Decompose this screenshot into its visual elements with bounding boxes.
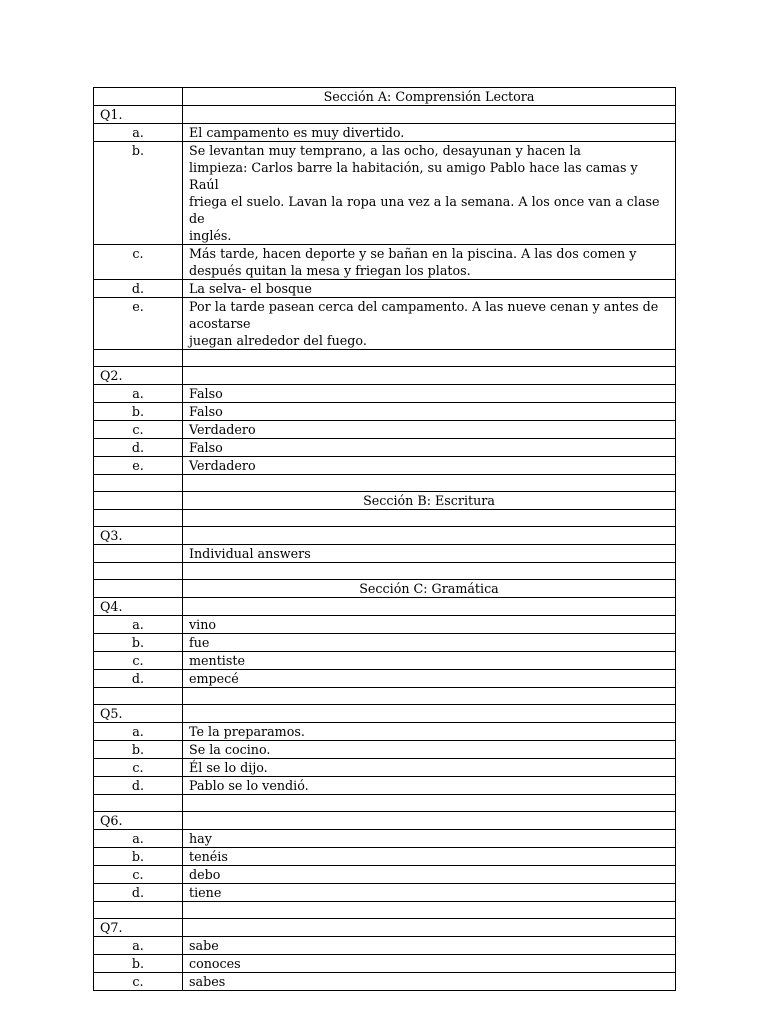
- answer-text: conoces: [183, 955, 676, 973]
- answer-row: [94, 884, 676, 902]
- answer-row: [94, 439, 676, 457]
- answer-text: [183, 598, 676, 616]
- answer-text: [183, 350, 676, 367]
- answer-text: sabe: [183, 937, 676, 955]
- item-letter: [94, 795, 183, 812]
- answer-row: [94, 741, 676, 759]
- item-letter: b.: [94, 142, 183, 245]
- answer-row: [94, 670, 676, 688]
- answer-text-line: inglés.: [189, 228, 232, 243]
- answer-row: [94, 403, 676, 421]
- answer-row: [94, 142, 676, 245]
- answer-row: [94, 723, 676, 741]
- answer-text: [183, 298, 676, 350]
- question-number: Q3.: [94, 527, 183, 545]
- answer-text: Individual answers: [183, 545, 676, 563]
- item-letter: [94, 88, 183, 106]
- answer-text: Pablo se lo vendió.: [183, 777, 676, 795]
- answer-row: [94, 421, 676, 439]
- question-number: Q4.: [94, 598, 183, 616]
- item-letter: a.: [94, 124, 183, 142]
- question-row: [94, 598, 676, 616]
- answer-key-table: [93, 87, 676, 991]
- item-letter: [94, 902, 183, 919]
- item-letter: b.: [94, 403, 183, 421]
- answer-row: [94, 545, 676, 563]
- question-number: Q2.: [94, 367, 183, 385]
- answer-row: [94, 955, 676, 973]
- answer-row: [94, 759, 676, 777]
- item-letter: [94, 563, 183, 580]
- item-letter: c.: [94, 652, 183, 670]
- item-letter: a.: [94, 830, 183, 848]
- item-letter: b.: [94, 955, 183, 973]
- blank-row: [94, 795, 676, 812]
- item-letter: [94, 492, 183, 510]
- item-letter: [94, 545, 183, 563]
- answer-text: [183, 919, 676, 937]
- item-letter: c.: [94, 421, 183, 439]
- question-number: Q6.: [94, 812, 183, 830]
- answer-text: tiene: [183, 884, 676, 902]
- answer-row: [94, 634, 676, 652]
- item-letter: d.: [94, 439, 183, 457]
- blank-row: [94, 563, 676, 580]
- answer-row: [94, 652, 676, 670]
- blank-row: [94, 688, 676, 705]
- question-row: [94, 919, 676, 937]
- question-row: [94, 106, 676, 124]
- item-letter: a.: [94, 616, 183, 634]
- answer-text: [183, 142, 676, 245]
- answer-row: [94, 866, 676, 884]
- answer-row: [94, 385, 676, 403]
- question-row: [94, 812, 676, 830]
- answer-text: Verdadero: [183, 421, 676, 439]
- answer-text: sabes: [183, 973, 676, 991]
- answer-text-line: Por la tarde pasean cerca del campamento. A las nueve cenan y antes de: [189, 299, 659, 314]
- section-header-row: [94, 580, 676, 598]
- blank-row: [94, 510, 676, 527]
- answer-text: tenéis: [183, 848, 676, 866]
- item-letter: a.: [94, 385, 183, 403]
- answer-text: fue: [183, 634, 676, 652]
- answer-text: [183, 475, 676, 492]
- question-number: Q5.: [94, 705, 183, 723]
- answer-text: debo: [183, 866, 676, 884]
- answer-key-body: [94, 88, 676, 991]
- item-letter: [94, 510, 183, 527]
- item-letter: c.: [94, 866, 183, 884]
- answer-row: [94, 973, 676, 991]
- item-letter: d.: [94, 777, 183, 795]
- answer-text: El campamento es muy divertido.: [183, 124, 676, 142]
- item-letter: a.: [94, 723, 183, 741]
- answer-row: [94, 280, 676, 298]
- answer-text-line: Se levantan muy temprano, a las ocho, desayunan y hacen la: [189, 143, 581, 158]
- item-letter: e.: [94, 298, 183, 350]
- answer-text: empecé: [183, 670, 676, 688]
- answer-text: [183, 563, 676, 580]
- answer-row: [94, 298, 676, 350]
- answer-text: [183, 902, 676, 919]
- answer-text-line: friega el suelo. Lavan la ropa una vez a la semana. A los once van a clase de: [189, 194, 660, 226]
- answer-text: [183, 245, 676, 280]
- section-title: Sección A: Comprensión Lectora: [183, 88, 676, 106]
- answer-text: Te la preparamos.: [183, 723, 676, 741]
- section-header-row: [94, 88, 676, 106]
- answer-text: [183, 812, 676, 830]
- answer-row: [94, 245, 676, 280]
- question-number: Q7.: [94, 919, 183, 937]
- answer-row: [94, 124, 676, 142]
- answer-text: La selva- el bosque: [183, 280, 676, 298]
- answer-text: Se la cocino.: [183, 741, 676, 759]
- blank-row: [94, 350, 676, 367]
- answer-text-line: después quitan la mesa y friegan los platos.: [189, 263, 471, 278]
- item-letter: e.: [94, 457, 183, 475]
- answer-row: [94, 937, 676, 955]
- answer-text: [183, 705, 676, 723]
- answer-text-line: Más tarde, hacen deporte y se bañan en la piscina. A las dos comen y: [189, 246, 637, 261]
- answer-text: [183, 795, 676, 812]
- answer-text: vino: [183, 616, 676, 634]
- answer-text: [183, 106, 676, 124]
- answer-row: [94, 616, 676, 634]
- item-letter: b.: [94, 848, 183, 866]
- section-header-row: [94, 492, 676, 510]
- answer-text-line: juegan alrededor del fuego.: [189, 333, 367, 348]
- blank-row: [94, 902, 676, 919]
- item-letter: [94, 580, 183, 598]
- answer-text: Él se lo dijo.: [183, 759, 676, 777]
- item-letter: b.: [94, 741, 183, 759]
- answer-row: [94, 848, 676, 866]
- answer-text-line: limpieza: Carlos barre la habitación, su amigo Pablo hace las camas y Raúl: [189, 160, 638, 192]
- item-letter: c.: [94, 973, 183, 991]
- question-row: [94, 527, 676, 545]
- answer-text: Verdadero: [183, 457, 676, 475]
- item-letter: [94, 350, 183, 367]
- blank-row: [94, 475, 676, 492]
- item-letter: d.: [94, 280, 183, 298]
- item-letter: b.: [94, 634, 183, 652]
- answer-text-line: acostarse: [189, 316, 251, 331]
- answer-text: hay: [183, 830, 676, 848]
- item-letter: a.: [94, 937, 183, 955]
- section-title: Sección C: Gramática: [183, 580, 676, 598]
- question-row: [94, 367, 676, 385]
- answer-text: Falso: [183, 403, 676, 421]
- item-letter: [94, 688, 183, 705]
- question-number: Q1.: [94, 106, 183, 124]
- answer-text: [183, 367, 676, 385]
- answer-text: Falso: [183, 439, 676, 457]
- item-letter: c.: [94, 759, 183, 777]
- answer-text: mentiste: [183, 652, 676, 670]
- answer-row: [94, 777, 676, 795]
- answer-row: [94, 830, 676, 848]
- answer-text: Falso: [183, 385, 676, 403]
- item-letter: c.: [94, 245, 183, 280]
- answer-row: [94, 457, 676, 475]
- section-title: Sección B: Escritura: [183, 492, 676, 510]
- item-letter: [94, 475, 183, 492]
- question-row: [94, 705, 676, 723]
- answer-text: [183, 527, 676, 545]
- item-letter: d.: [94, 884, 183, 902]
- item-letter: d.: [94, 670, 183, 688]
- answer-text: [183, 510, 676, 527]
- answer-text: [183, 688, 676, 705]
